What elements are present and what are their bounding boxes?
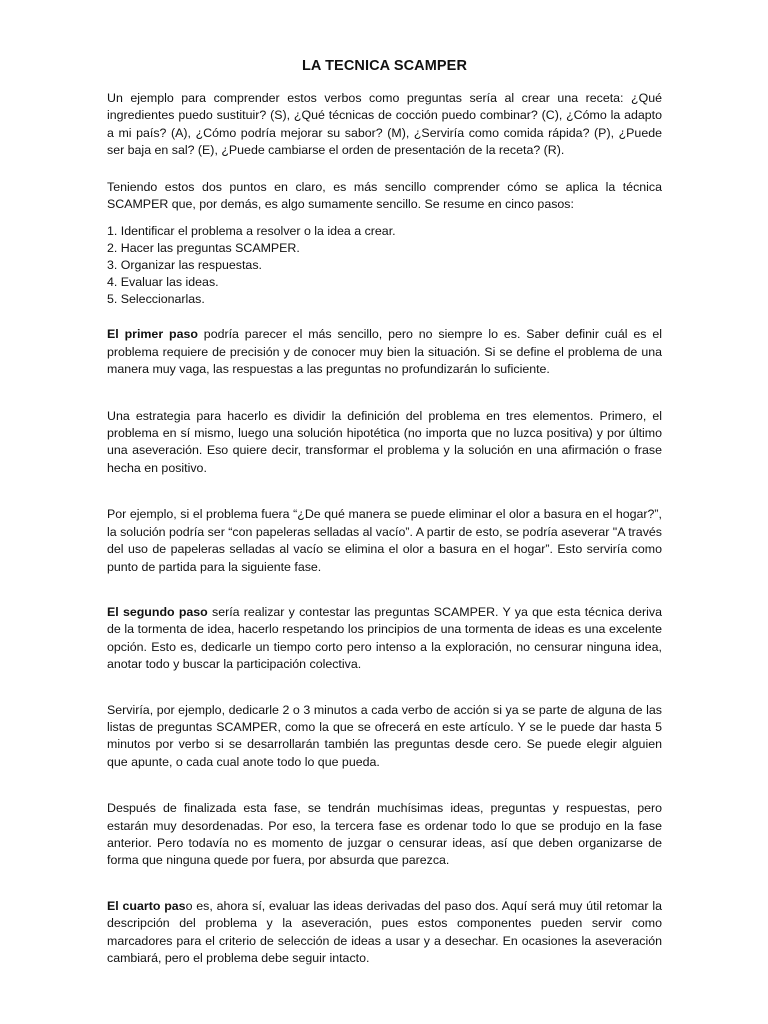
paragraph-strategy: Una estrategia para hacerlo es dividir la definición del problema en tres elementos. Primero, el problema en sí mismo, luego una solución hipotética (no importa que no luzca positiva) y por último una aseveración. Eso quiere decir, transformar el problema y la solución en una afirmación o frase hecha en positivo. xyxy=(107,408,662,475)
paragraph-time-per-verb: Serviría, por ejemplo, dedicarle 2 o 3 minutos a cada verbo de acción si ya se parte de alguna de las listas de preguntas SCAMPER, como la que se ofrecerá en este artículo. Y se le puede dar hasta 5 minutos por verbo si se desarrollarán también las preguntas desde cero. Se puede elegir alguien que apunte, o cada cual anote todo lo que pueda. xyxy=(107,702,662,769)
paragraph-example-problem: Por ejemplo, si el problema fuera “¿De qué manera se puede eliminar el olor a basura en el hogar?”, la solución podría ser “con papeleras selladas al vacío”. A partir de esto, se podría aseverar "A través del uso de papeleras selladas al vacío se elimina el olor a basura en el hogar”. Esto serviría como punto de partida para la siguiente fase. xyxy=(107,507,662,574)
paragraph-third-step: Después de finalizada esta fase, se tendrán muchísimas ideas, preguntas y respuestas, pero estarán muy desordenadas. Por eso, la tercera fase es ordenar todo lo que se produjo en la fase anterior. Pero todavía no es momento de juzgar o censurar ideas, así que deben organizarse de forma que ninguna quede por fuera, por absurda que parezca. xyxy=(107,801,662,868)
second-step-text: sería realizar y contestar las preguntas SCAMPER. Y ya que esta técnica deriva de la tormenta de idea, hacerlo respetando los principios de una tormenta de ideas es una excelente opción. Esto es, dedicarle un tiempo corto pero intenso a la exploración, no censurar ninguna idea, anotar todo y buscar la participación colectiva. xyxy=(107,604,662,672)
document-page xyxy=(107,58,662,967)
list-item: 2. Hacer las preguntas SCAMPER. xyxy=(107,241,300,256)
paragraph-first-step xyxy=(107,326,662,378)
paragraph-fourth-step xyxy=(107,898,662,968)
fourth-step-text: o es, ahora sí, evaluar las ideas derivadas del paso dos. Aquí será muy útil retomar la descripción del problema y la aseveración, pues estos componentes pueden servir como marcadores para el criterio de selección de ideas a usar y a desechar. En ocasiones la aseveración cambiará, pero el problema debe seguir intacto. xyxy=(107,898,662,965)
list-item: 5. Seleccionarlas. xyxy=(107,292,205,307)
list-item: 1. Identificar el problema a resolver o la idea a crear. xyxy=(107,224,396,239)
first-step-text: podría parecer el más sencillo, pero no siempre lo es. Saber definir cuál es el problema requiere de precisión y de conocer muy bien la situación. Si se define el problema de una manera muy vaga, las respuestas a las preguntas no profundizarán lo suficiente. xyxy=(107,327,663,377)
document-title: LA TECNICA SCAMPER xyxy=(301,58,468,74)
list-item: 3. Organizar las respuestas. xyxy=(107,258,262,273)
paragraph-second-step xyxy=(107,604,662,674)
paragraph-five-steps-intro: Teniendo estos dos puntos en claro, es más sencillo comprender cómo se aplica la técnica SCAMPER que, por demás, es algo sumamente sencillo. Se resume en cinco pasos: xyxy=(107,179,662,212)
first-step-lead: El primer paso xyxy=(107,327,198,342)
list-item: 4. Evaluar las ideas. xyxy=(107,275,219,290)
steps-list xyxy=(107,223,662,308)
fourth-step-lead: El cuarto pas xyxy=(107,898,186,913)
paragraph-recipe-example: Un ejemplo para comprender estos verbos como preguntas sería al crear una receta: ¿Qué ingredientes puedo sustituir? (S), ¿Qué técnicas de cocción puedo combinar? (C), ¿Cómo la adapto a mi país? (A), ¿Cómo podría mejorar su sabor? (M), ¿Serviría como comida rápida? (P), ¿Puede ser baja en sal? (E), ¿Puede cambiarse el orden de presentación de la receta? (R). xyxy=(107,91,662,158)
second-step-lead: El segundo paso xyxy=(107,604,208,619)
